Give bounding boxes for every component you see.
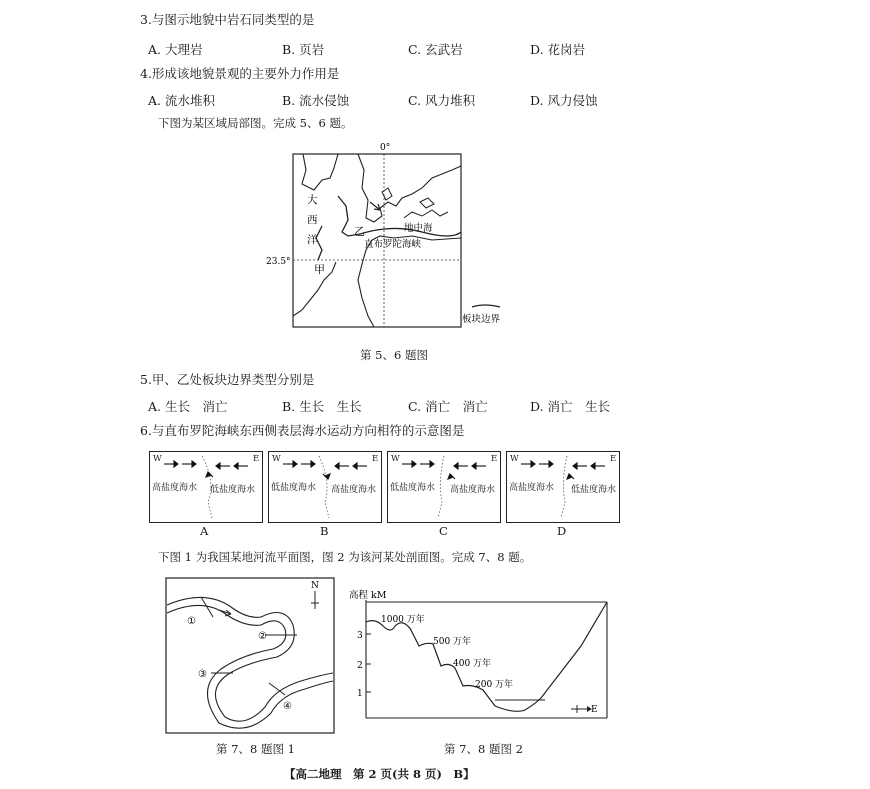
panel-c-left-label: 低盐度海水 [390,483,436,493]
panel-a-west: W [153,454,162,464]
q6-panel-a [149,451,263,523]
marker-3: ③ [198,669,207,680]
map-caption-5-6: 第 5、6 题图 [360,348,428,362]
terrace-200: 200 万年 [475,680,514,690]
profile-ylabel: 高程 kM [349,590,387,601]
panel-b-left-label: 低盐度海水 [271,483,317,493]
panel-a-letter: A [200,524,209,538]
legend-plate-boundary: 板块边界 [462,314,501,325]
panel-b-right-label: 高盐度海水 [331,485,377,495]
label-jia: 甲 [314,263,325,276]
panel-a-right-label: 低盐度海水 [210,485,256,495]
q6-panel-b [268,451,382,523]
panel-b-west: W [272,454,281,464]
panel-d-left-label: 高盐度海水 [509,483,555,493]
q5-option-d: D. 消亡 生长 [530,399,611,414]
region-map-svg [262,140,512,335]
panel-c-right-label: 高盐度海水 [450,485,496,495]
panel-b-letter: B [320,524,329,538]
fig1-caption: 第 7、8 题图 1 [216,742,295,756]
river-profile-svg [345,586,615,734]
question-4-stem: 4.形成该地貌景观的主要外力作用是 [140,66,340,81]
region-map [262,140,512,335]
panel-d-east: E [610,454,617,464]
q4-option-b: B. 流水侵蚀 [282,93,350,108]
q3-option-c: C. 玄武岩 [408,42,463,57]
label-gibraltar: 直布罗陀海峡 [364,239,422,250]
meridian-label: 0° [380,143,391,153]
terrace-1000: 1000 万年 [381,615,425,625]
panel-d-letter: D [557,524,567,538]
river-plan-figure [165,577,335,735]
east-label: E [591,705,598,715]
river-profile-figure [345,586,615,734]
terrace-500: 500 万年 [433,637,472,647]
q6-panel-d [506,451,620,523]
panel-b-east: E [372,454,379,464]
question-3-stem: 3.与图示地貌中岩石同类型的是 [140,12,315,27]
intro-7-8: 下图 1 为我国某地河流平面图，图 2 为该河某处剖面图。完成 7、8 题。 [158,550,532,564]
q3-option-a: A. 大理岩 [148,42,203,57]
label-mediterranean: 地中海 [404,223,433,234]
q3-option-b: B. 页岩 [282,42,325,57]
page-footer: 【高二地理 第 2 页(共 8 页) B】 [284,767,475,781]
q5-option-b: B. 生长 生长 [282,399,362,414]
q5-option-c: C. 消亡 消亡 [408,399,488,414]
panel-c-letter: C [439,524,448,538]
panel-a-left-label: 高盐度海水 [152,483,198,493]
q6-panel-c [387,451,501,523]
panel-a-east: E [253,454,260,464]
ocean-char-1: 大 [307,194,318,206]
terrace-400: 400 万年 [453,659,492,669]
question-6-stem: 6.与直布罗陀海峡东西侧表层海水运动方向相符的示意图是 [140,423,465,438]
marker-1: ① [187,616,196,627]
panel-d-right-label: 低盐度海水 [571,485,617,495]
ytick-3: 3 [357,631,363,641]
q5-option-a: A. 生长 消亡 [148,399,228,414]
q4-option-c: C. 风力堆积 [408,93,476,108]
river-plan-svg [165,577,335,735]
panel-d-west: W [510,454,519,464]
parallel-label: 23.5° [266,257,291,267]
ytick-2: 2 [357,661,363,671]
q3-option-d: D. 花岗岩 [530,42,586,57]
ocean-char-2: 西 [307,214,318,226]
marker-4: ④ [283,701,292,712]
ytick-1: 1 [357,689,363,699]
intro-5-6: 下图为某区域局部图。完成 5、6 题。 [158,116,353,130]
fig2-caption: 第 7、8 题图 2 [444,742,523,756]
q4-option-d: D. 风力侵蚀 [530,93,598,108]
panel-c-east: E [491,454,498,464]
q4-option-a: A. 流水堆积 [148,93,215,108]
ocean-char-3: 洋 [307,234,318,246]
north-label: N [311,581,319,591]
question-5-stem: 5.甲、乙处板块边界类型分别是 [140,372,315,387]
panel-c-west: W [391,454,400,464]
label-yi: 乙 [354,225,365,238]
marker-2: ② [258,631,267,642]
